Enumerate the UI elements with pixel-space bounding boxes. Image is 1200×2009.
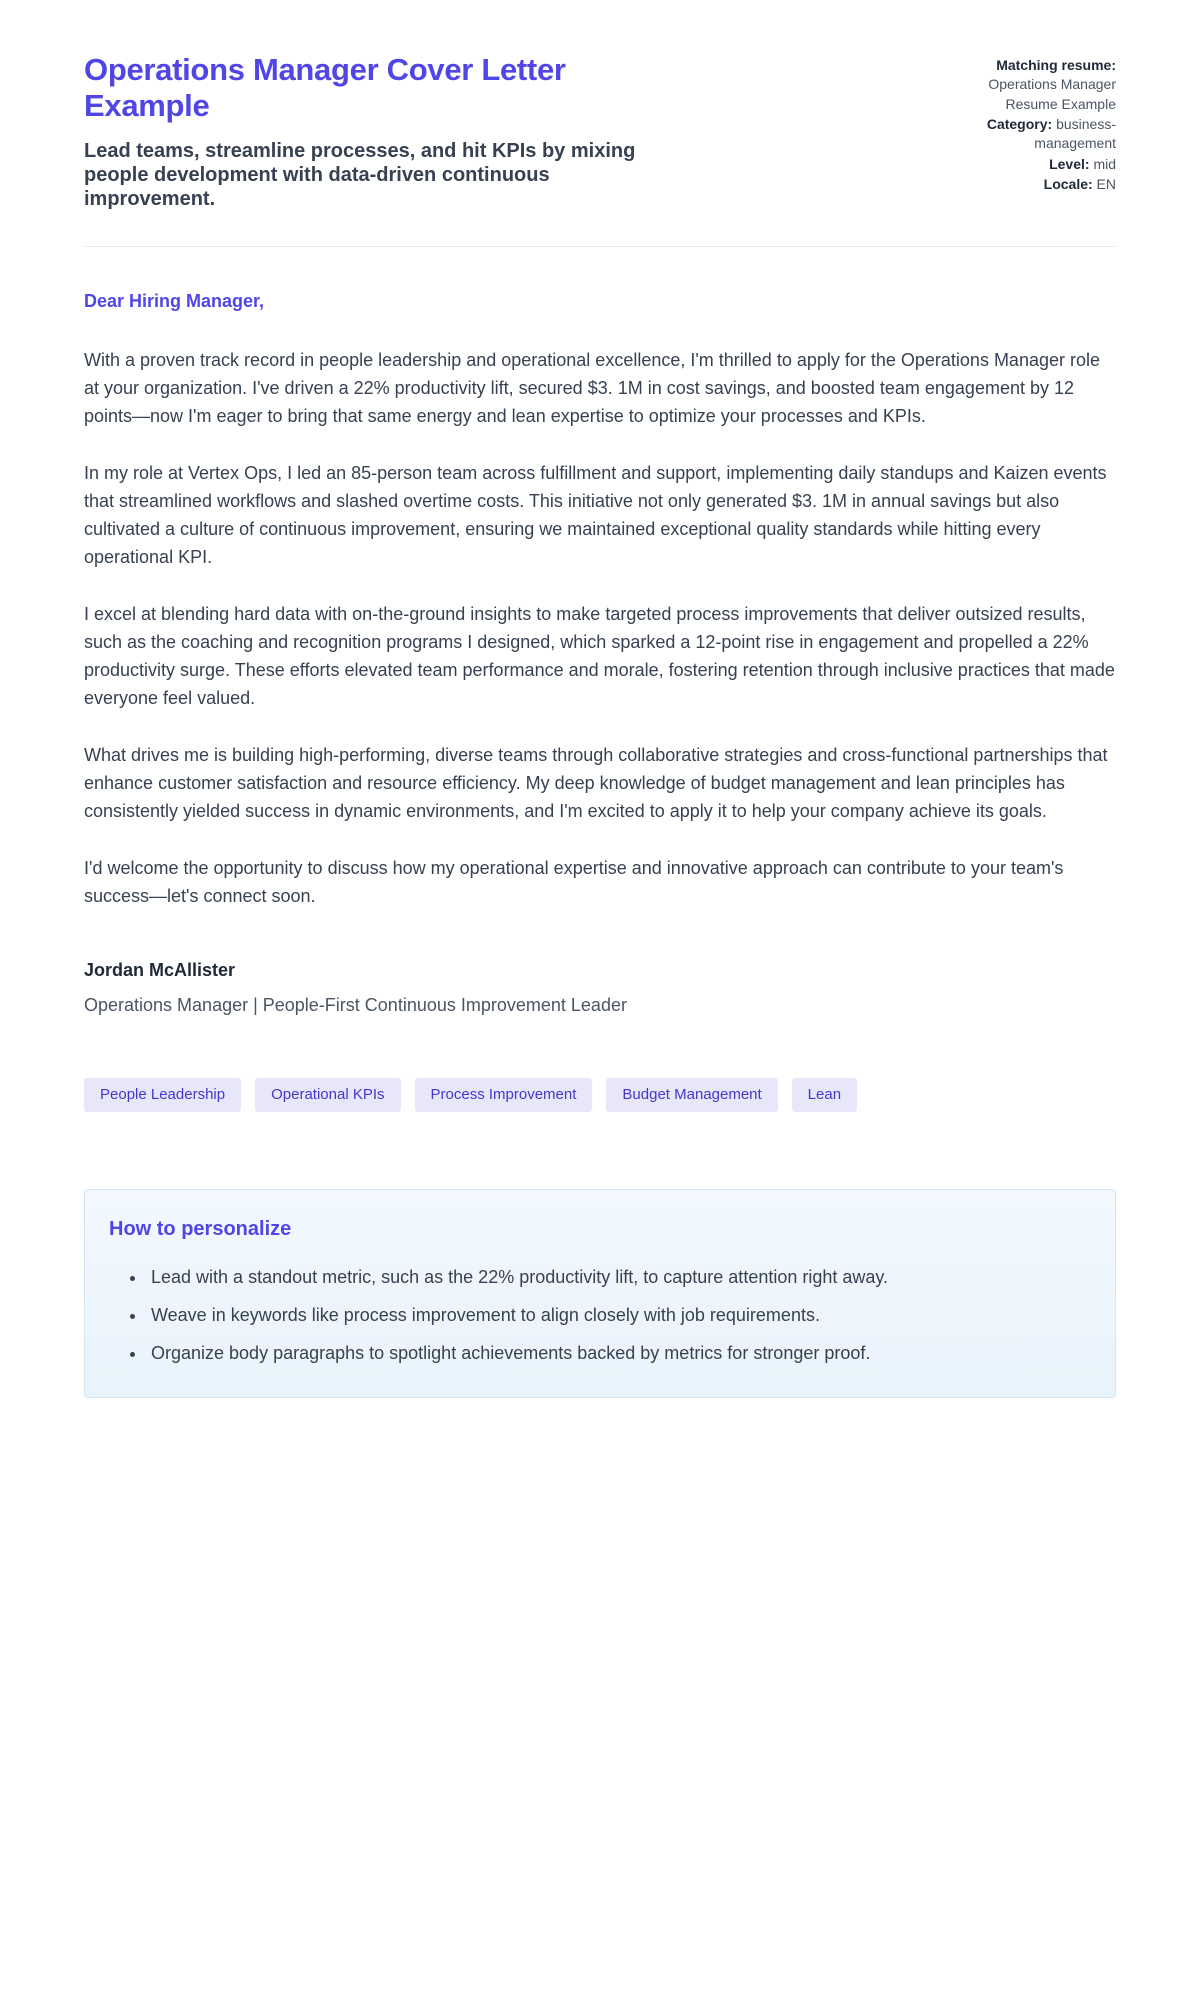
page-header bbox=[84, 52, 1116, 212]
how-to-personalize-box bbox=[84, 1189, 1116, 1398]
meta-matching-resume bbox=[964, 56, 1116, 114]
skill-tags-row bbox=[84, 1078, 1116, 1112]
meta-label: Matching resume: bbox=[996, 57, 1116, 73]
letter-greeting: Dear Hiring Manager, bbox=[84, 290, 265, 311]
skill-tag: Process Improvement bbox=[415, 1078, 593, 1112]
personalize-bullet: • Organize body paragraphs to spotlight achievements backed by metrics for stronger proof. bbox=[147, 1339, 1091, 1367]
personalize-list bbox=[109, 1263, 1091, 1367]
skill-tag: Budget Management bbox=[606, 1078, 777, 1112]
meta-category bbox=[964, 115, 1116, 154]
meta-level bbox=[964, 155, 1116, 174]
meta-label: Category: bbox=[986, 115, 1053, 132]
signature-name: Jordan McAllister bbox=[84, 959, 236, 980]
page-title: Operations Manager Cover Letter Example bbox=[84, 52, 566, 124]
personalize-bullet: • Weave in keywords like process improvement to align closely with job requirements. bbox=[147, 1301, 1091, 1329]
meta-block bbox=[964, 52, 1116, 195]
meta-value: mid bbox=[1093, 155, 1116, 172]
cover-letter-body bbox=[84, 247, 1116, 1016]
meta-label: Locale: bbox=[1043, 175, 1093, 192]
meta-value: EN bbox=[1096, 175, 1116, 192]
signature-title: Operations Manager | People-First Continuous Improvement Leader bbox=[84, 994, 627, 1015]
signature-block bbox=[84, 910, 1116, 1016]
personalize-heading: How to personalize bbox=[109, 1217, 292, 1240]
letter-paragraph: What drives me is building high-performing, diverse teams through collaborative strategies and cross-functional partnerships that enhance customer satisfaction and resource efficiency. My deep knowledge of budget management and lean principles has consistently yielded success in dynamic environments, and I'm excited to apply it to help your company achieve its goals. bbox=[84, 744, 1108, 821]
meta-value: business-management bbox=[1034, 115, 1116, 152]
letter-paragraph: In my role at Vertex Ops, I led an 85-person team across fulfillment and support, implementing daily standups and Kaizen events that streamlined workflows and slashed overtime costs. This initiative not only generated $3. 1M in annual savings but also cultivated a culture of continuous improvement, ensuring we maintained exceptional quality standards while hitting every operational KPI. bbox=[84, 462, 1107, 567]
personalize-bullet: • Lead with a standout metric, such as the 22% productivity lift, to capture attention right away. bbox=[147, 1263, 1091, 1291]
meta-locale bbox=[964, 175, 1116, 194]
skill-tag: Lean bbox=[792, 1078, 857, 1112]
page-subtitle: Lead teams, streamline processes, and hit KPIs by mixing people development with data-driven continuous improvement. bbox=[84, 139, 636, 211]
letter-paragraph: With a proven track record in people leadership and operational excellence, I'm thrilled to apply for the Operations Manager role at your organization. I've driven a 22% productivity lift, secured $3. 1M in cost savings, and boosted team engagement by 12 points—now I'm eager to bring that same energy and lean expertise to optimize your processes and KPIs. bbox=[84, 349, 1100, 426]
skill-tag: Operational KPIs bbox=[255, 1078, 400, 1112]
meta-label: Level: bbox=[1049, 155, 1090, 172]
letter-paragraph: I'd welcome the opportunity to discuss how my operational expertise and innovative approach can contribute to your team's success—let's connect soon. bbox=[84, 857, 1064, 906]
letter-paragraph: I excel at blending hard data with on-the-ground insights to make targeted process improvements that deliver outsized results, such as the coaching and recognition programs I designed, which sparked a 12-point rise in engagement and propelled a 22% productivity surge. These efforts elevated team performance and morale, fostering retention through inclusive practices that made everyone feel valued. bbox=[84, 603, 1115, 708]
page-container bbox=[84, 0, 1116, 1398]
title-block bbox=[84, 52, 684, 212]
skill-tag: People Leadership bbox=[84, 1078, 241, 1112]
meta-value: Operations Manager Resume Example bbox=[988, 76, 1116, 112]
